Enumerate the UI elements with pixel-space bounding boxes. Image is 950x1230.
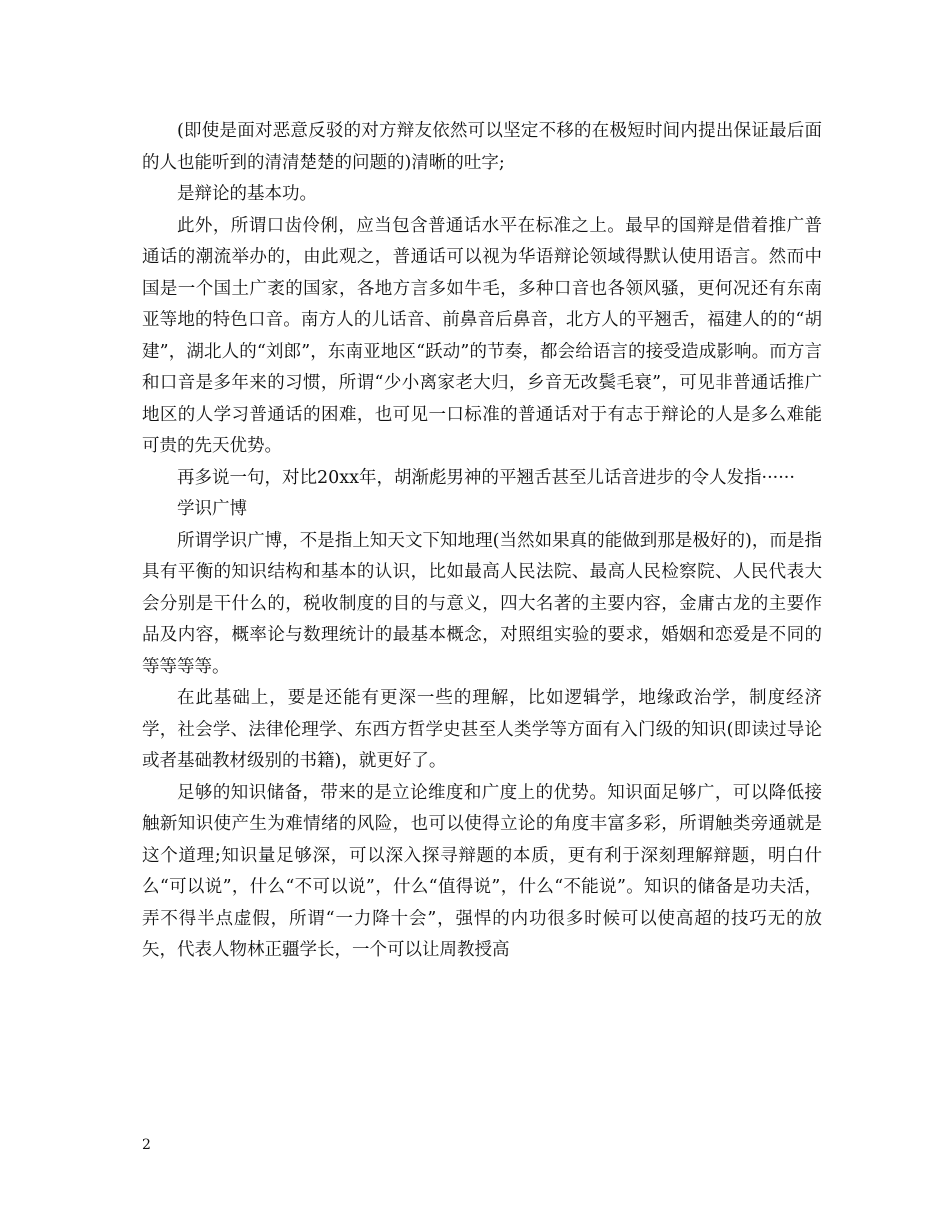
section-heading: 学识广博 (177, 499, 247, 519)
page-number: 2 (142, 1137, 151, 1153)
paragraph: 是辩论的基本功。 (177, 184, 317, 204)
paragraph: (即使是面对恶意反驳的对方辩友依然可以坚定不移的在极短时间内提出保证最后面的人也能听到的清清楚楚的问题的)清晰的吐字; (142, 121, 822, 173)
paragraph: 此外，所谓口齿伶俐，应当包含普通话水平在标准之上。最早的国辩是借着推广普通话的潮流举办的，由此观之，普通话可以视为华语辩论领域得默认使用语言。然而中国是一个国土广袤的国家，各地方言多如牛毛，多种口音也各领风骚，更何况还有东南亚等地的特色口音。南方人的儿话音、前鼻音后鼻音，北方人的平翘舌，福建人的的“胡建”，湖北人的“刘郎”，东南亚地区“跃动”的节奏，都会给语言的接受造成影响。而方言和口音是多年来的习惯，所谓“少小离家老大归，乡音无改鬓毛衰”，可见非普通话推广地区的人学习普通话的困难，也可见一口标准的普通话对于有志于辩论的人是多么难能可贵的先天优势。 (142, 215, 822, 456)
paragraph: 足够的知识储备，带来的是立论维度和广度上的优势。知识面足够广，可以降低接触新知识使产生为难情绪的风险，也可以使得立论的角度丰富多彩，所谓触类旁通就是这个道理;知识量足够深，可以深入探寻辩题的本质，更有利于深刻理解辩题，明白什么“可以说”，什么“不可以说”，什么“值得说”，什么“不能说”。知识的储备是功夫活，弄不得半点虚假，所谓“一力降十会”，强悍的内功很多时候可以使高超的技巧无的放矢，代表人物林正疆学长，一个可以让周教授高 (142, 782, 822, 960)
paragraph: 再多说一句，对比20xx年，胡渐彪男神的平翘舌甚至儿话音进步的令人发指······ (177, 467, 795, 488)
document-body (142, 116, 822, 967)
paragraph: 在此基础上，要是还能有更深一些的理解，比如逻辑学，地缘政治学，制度经济学，社会学、法律伦理学、东西方哲学史甚至人类学等方面有入门级的知识(即读过导论或者基础教材级别的书籍)，就更好了。 (142, 688, 822, 771)
paragraph: 所谓学识广博，不是指上知天文下知地理(当然如果真的能做到那是极好的)，而是指具有平衡的知识结构和基本的认识，比如最高人民法院、最高人民检察院、人民代表大会分别是干什么的，税收制度的目的与意义，四大名著的主要内容，金庸古龙的主要作品及内容，概率论与数理统计的最基本概念，对照组实验的要求，婚姻和恋爱是不同的等等等等。 (142, 530, 822, 677)
